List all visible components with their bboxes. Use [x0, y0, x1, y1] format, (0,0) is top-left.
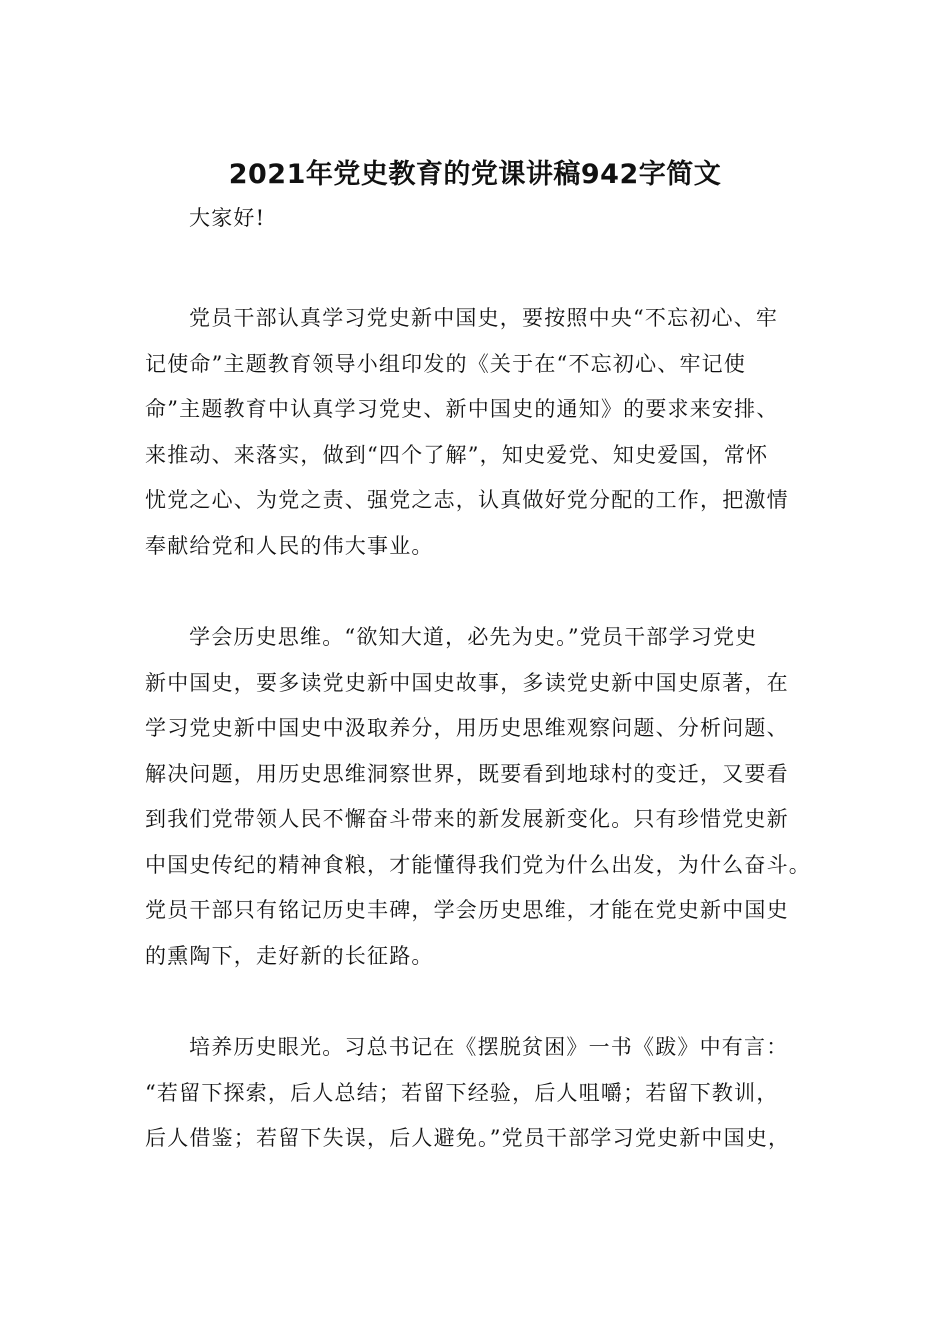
- paragraph-line: 新中国史，要多读党史新中国史故事，多读党史新中国史原著，在: [145, 670, 789, 695]
- paragraph-line: 党员干部认真学习党史新中国史，要按照中央“不忘初心、牢: [189, 306, 779, 330]
- paragraph-line: 解决问题，用历史思维洞察世界，既要看到地球村的变迁，又要看: [145, 761, 789, 786]
- paragraph-line: 来推动、来落实，做到“四个了解”，知史爱党、知史爱国，常怀: [145, 442, 769, 467]
- paragraph-line: 学习党史新中国史中汲取养分，用历史思维观察问题、分析问题、: [145, 716, 789, 740]
- greeting-text: 大家好!: [189, 206, 266, 230]
- document-title: 2021年党史教育的党课讲稿942字简文: [228, 159, 722, 190]
- paragraph-line: 后人借鉴；若留下失误，后人避免。”党员干部学习党史新中国史，: [145, 1126, 791, 1150]
- paragraph-line: 命”主题教育中认真学习党史、新中国史的通知》的要求来安排、: [145, 397, 779, 421]
- paragraph-line: 培养历史眼光。习总书记在《摆脱贫困》一书《跋》中有言：: [189, 1035, 789, 1059]
- paragraph-line: 忧党之心、为党之责、强党之志，认真做好党分配的工作，把激情: [145, 488, 789, 512]
- paragraph-line: 的熏陶下，走好新的长征路。: [145, 943, 434, 968]
- paragraph-line: 党员干部只有铭记历史丰碑，学会历史思维，才能在党史新中国史: [145, 898, 789, 922]
- paragraph-2: [145, 615, 810, 979]
- paragraph-line: 中国史传纪的精神食粮，才能懂得我们党为什么出发，为什么奋斗。: [145, 852, 811, 877]
- paragraph-line: 学会历史思维。“欲知大道，必先为史。”党员干部学习党史: [189, 625, 758, 649]
- paragraph-1: [145, 296, 810, 569]
- paragraph-line: 记使命”主题教育领导小组印发的《关于在“不忘初心、牢记使: [145, 351, 747, 376]
- paragraph-line: 到我们党带领人民不懈奋斗带来的新发展新变化。只有珍惜党史新: [145, 807, 789, 831]
- greeting-paragraph: [145, 196, 810, 242]
- paragraph-line: “若留下探索，后人总结；若留下经验，后人咀嚼；若留下教训，: [145, 1080, 779, 1105]
- paragraph-3: [145, 1025, 810, 1162]
- paragraph-line: 奉献给党和人民的伟大事业。: [145, 533, 434, 558]
